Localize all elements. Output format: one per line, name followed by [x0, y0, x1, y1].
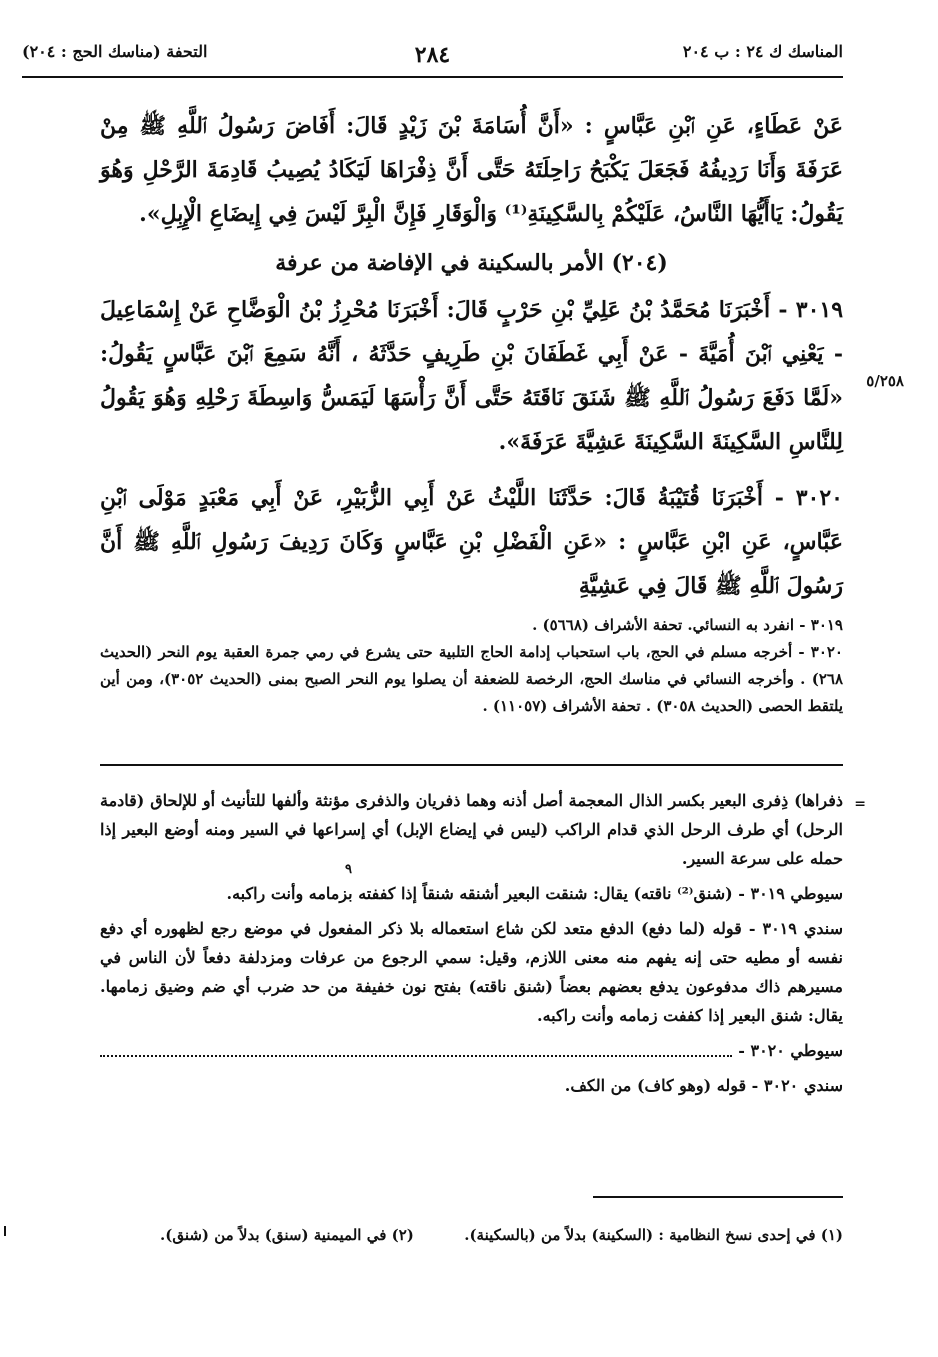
running-header	[22, 42, 843, 74]
hadith-3020: ٣٠٢٠ - أَخْبَرَنَا قُتَيْبَةُ قَالَ: حَدَّثَنَا اللَّيْثُ عَنْ أَبِي الزُّبَيْرِ، عَنْ أَبِي مَعْبَدٍ مَوْلَى ٱبْنِ عَبَّاسٍ، عَنِ ابْنِ عَبَّاسٍ : «عَنِ الْفَضْلِ بْنِ عَبَّاسٍ وَكَانَ رَدِيفَ رَسُولِ ٱللَّهِ ﷺ أَنَّ رَسُولَ ٱللَّهِ ﷺ قَالَ فِي عَشِيَّةِ	[100, 485, 843, 599]
suyuti-3020-label: سيوطي ٣٠٢٠ -	[738, 1041, 843, 1060]
footnote-2: (٢) في الميمنية (سنق) بدلاً من (شنق).	[160, 1226, 414, 1244]
note-mark: ٩	[345, 862, 352, 877]
page-number: ٢٨٤	[414, 42, 451, 68]
takhrij-3019: ٣٠١٩ - انفرد به النسائي. تحفة الأشراف (٥٦٦٨) .	[532, 616, 843, 634]
commentary-suyuti-3020	[100, 1036, 843, 1065]
scan-edge-mark	[4, 1226, 6, 1236]
main-text	[100, 104, 843, 608]
commentary-suyuti-3019: سيوطي ٣٠١٩ - (شنق⁽²⁾ ناقته) يقال: شنقت البعير أشنقه شنقاً إذا كففته بزمامه وأنت راكبه.	[226, 884, 843, 903]
takhrij-3020: ٣٠٢٠ - أخرجه مسلم في الحج، باب استحباب إدامة الحاج التلبية حتى يشرع في رمي جمرة العقبة يوم النحر (الحديث ٢٦٨) . وأخرجه النسائي في مناسك الحج، الرخصة للضعفة أن يصلوا يوم النحر الصبح بمنى (الحديث ٣٠٥٢)، ومن أين يلتقط الحصى (الحديث ٣٠٥٨) . تحفة الأشراف (١١٠٥٧) .	[100, 643, 843, 715]
margin-volume-page-note: ٥/٢٥٨	[866, 372, 904, 390]
header-section-reference: المناسك ك ٢٤ : ب ٢٠٤	[682, 42, 843, 61]
commentary-separator	[100, 764, 843, 766]
footnote-separator	[593, 1196, 843, 1198]
commentary	[100, 786, 843, 1106]
paragraph-gap	[100, 464, 843, 476]
opening-hadith-text: عَنْ عَطَاءٍ، عَنِ ٱبْنِ عَبَّاسٍ : «أَنَّ أُسَامَةَ بْنَ زَيْدٍ قَالَ: أَفَاضَ رَسُولُ ٱللَّهِ ﷺ مِنْ عَرَفَةَ وَأَنَا رَدِيفُهُ فَجَعَلَ يَكْبَحُ رَاحِلَتَهُ حَتَّى أَنَّ ذِفْرَاهَا لَيَكَادُ يُصِيبُ قَادِمَةَ الرَّحْلِ وَهُوَ يَقُولُ: يَاأَيُّهَا النَّاسُ، عَلَيْكُمْ بِالسَّكِينَةِ⁽¹⁾ وَالْوَقَارِ فَإِنَّ الْبِرَّ لَيْسَ فِي إِيضَاعِ الْإِبِلِ».	[100, 113, 843, 227]
footnotes	[100, 1226, 843, 1254]
header-book-reference: التحفة (مناسك الحج : ٢٠٤)	[22, 42, 208, 61]
hadith-3019: ٣٠١٩ - أَخْبَرَنَا مُحَمَّدُ بْنُ عَلِيِّ بْنِ حَرْبٍ قَالَ: أَخْبَرَنَا مُحْرِزُ بْنُ الْوَضَّاحِ عَنْ إِسْمَاعِيلَ - يَعْنِي ٱبْنَ أُمَيَّةَ - عَنْ أَبِي غَطَفَانَ بْنِ طَرِيفٍ حَدَّثَهُ ، أَنَّهُ سَمِعَ ٱبْنَ عَبَّاسٍ يَقُولُ: «لَمَّا دَفَعَ رَسُولُ ٱللَّهِ ﷺ شَنَقَ نَاقَتَهُ حَتَّى أَنَّ رَأْسَهَا لَيَمَسُّ وَاسِطَةَ رَحْلِهِ وَهُوَ يَقُولُ لِلنَّاسِ السَّكِينَةَ السَّكِينَةَ عَشِيَّةَ عَرَفَةَ».	[100, 297, 844, 455]
chapter-title: (٢٠٤) الأمر بالسكينة في الإفاضة من عرفة	[275, 250, 668, 276]
commentary-sindi-3020: سندي ٣٠٢٠ - قوله (وهو كاف) من الكف.	[564, 1076, 843, 1095]
takhrij-notes	[100, 612, 843, 720]
commentary-dhifraha: ذفراها) ذِفرى البعير بكسر الذال المعجمة أصل أذنه وهما ذفريان والذفرى مؤنثة وألفها للتأنيث أو للإلحاق (قادمة الرحل) أي طرف الرحل الذي قدام الراكب (ليس في إيضاع الإبل) أي إسراعها في السير ومنه أوضع البعير إذا حمله على سرعة السير.	[100, 791, 843, 868]
continuation-mark: =	[854, 796, 866, 812]
dotted-leader	[100, 1055, 732, 1057]
footnote-1: (١) في إحدى نسخ النظامية : (السكينة) بدلاً من (بالسكينة).	[464, 1226, 843, 1244]
commentary-sindi-3019: سندي ٣٠١٩ - قوله (لما دفع) الدفع متعد لكن شاع استعماله بلا ذكر المفعول في موضع رجع لظهوره أي دفع نفسه أو مطيه حتى إنه يفهم منه معنى اللازم، وقيل: سمي الرجوع من عرفات ومزدلفة دفعاً لأن الناس في مسيرهم ذاك مدفوعون يدفع بعضهم بعضاً (شنق ناقته) بفتح نون خفيفة من حد ضرب أي ضم وضيق زمامها. يقال: شنق البعير إذا كففت زمامه وأنت راكبه.	[100, 919, 844, 1025]
header-rule	[22, 76, 843, 78]
